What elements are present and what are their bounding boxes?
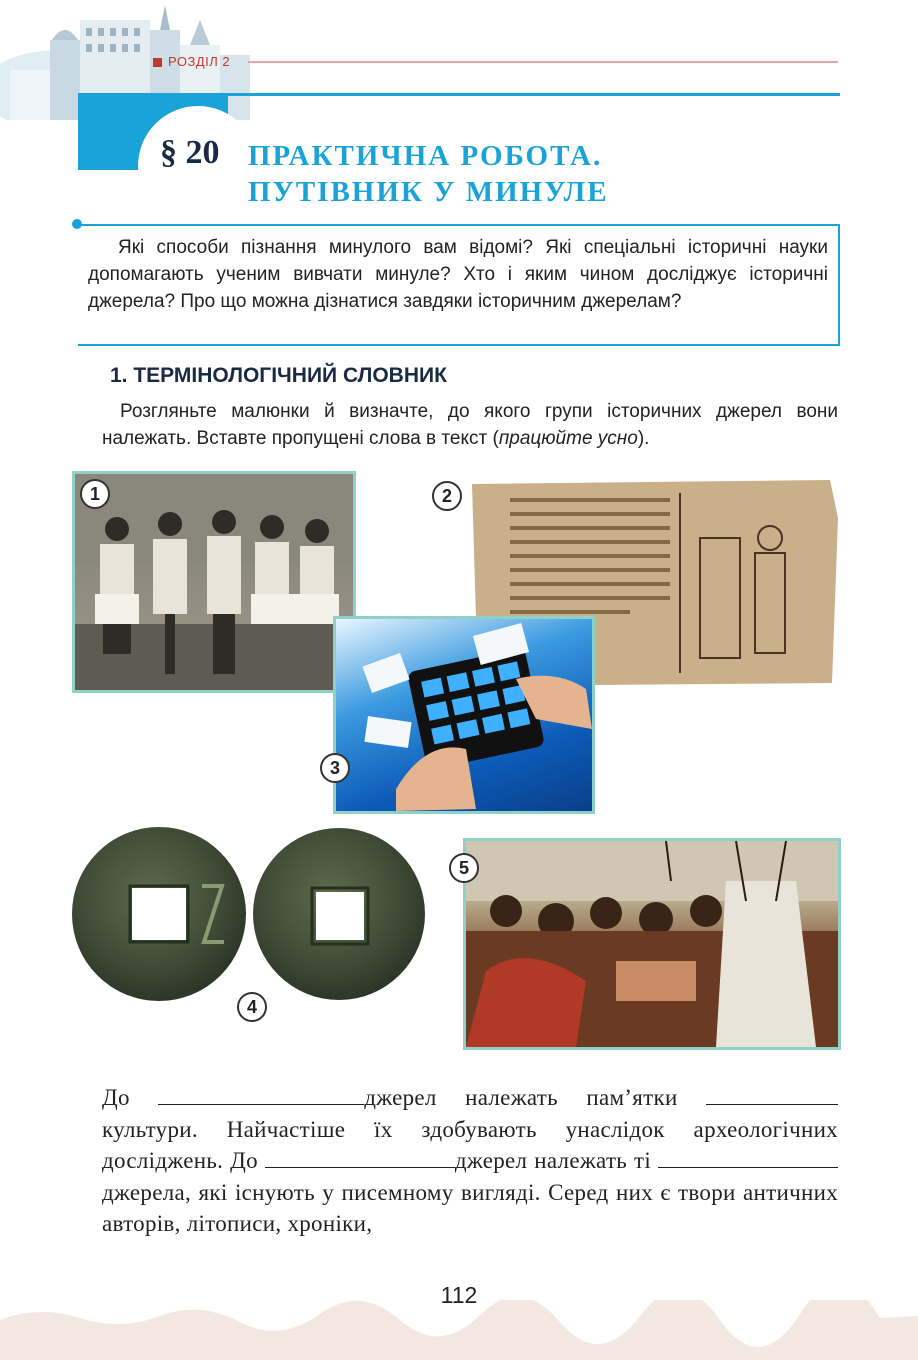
image-badge-5: 5: [449, 853, 479, 883]
blank-field-1[interactable]: [158, 1086, 364, 1105]
questions-box-dot: [72, 219, 82, 229]
header-rule: [248, 61, 838, 63]
section-heading: 1. ТЕРМІНОЛОГІЧНИЙ СЛОВНИК: [110, 364, 447, 387]
page-number: 112: [440, 1282, 478, 1308]
image-digital-tablet: [333, 616, 595, 814]
image-cossacks-painting: [463, 838, 841, 1050]
folk-costume-figures: [75, 474, 353, 690]
image-badge-3: 3: [320, 753, 350, 783]
title-line-2: ПУТІВНИК У МИНУЛЕ: [248, 176, 609, 208]
blank-field-3[interactable]: [265, 1149, 455, 1168]
questions-text: Які способи пізнання минулого вам відомі? Які спеціальні історичні науки допомагають ученим вивчати минуле? Хто і яким чином досліджує історичні джерела? Про що можна дізнатися завдяки історичним джерелам?: [88, 237, 828, 312]
image-badge-2: 2: [432, 481, 462, 511]
footer-decoration: [0, 1300, 918, 1360]
painting-illustration: [466, 841, 838, 1047]
page-title: [248, 138, 609, 210]
image-badge-1: 1: [80, 479, 110, 509]
blank-field-4[interactable]: [658, 1149, 838, 1168]
task-text: Розгляньте малюнки й визначте, до якого групи історичних джерел вони належать. Вставте пропущені слова в текст (працюйте усно).: [102, 401, 838, 449]
image-folk-costume-photo: [72, 471, 356, 693]
image-badge-4: 4: [237, 992, 267, 1022]
blank-field-2[interactable]: [706, 1086, 838, 1105]
fill-in-text: До джерел належать пам’ятки культури. Найчастіше їх здобувають унаслідок археологічних досліджень. До джерел належать ті джерела, які існують у писемному вигляді. Серед них є твори античних авторів, літописи, хроніки,: [102, 1085, 838, 1236]
paragraph-number: § 20: [160, 134, 220, 171]
title-line-1: ПРАКТИЧНА РОБОТА.: [248, 140, 603, 172]
tablet-illustration: [336, 619, 592, 811]
chapter-marker: [153, 58, 162, 67]
chapter-label: РОЗДІЛ 2: [168, 54, 231, 69]
